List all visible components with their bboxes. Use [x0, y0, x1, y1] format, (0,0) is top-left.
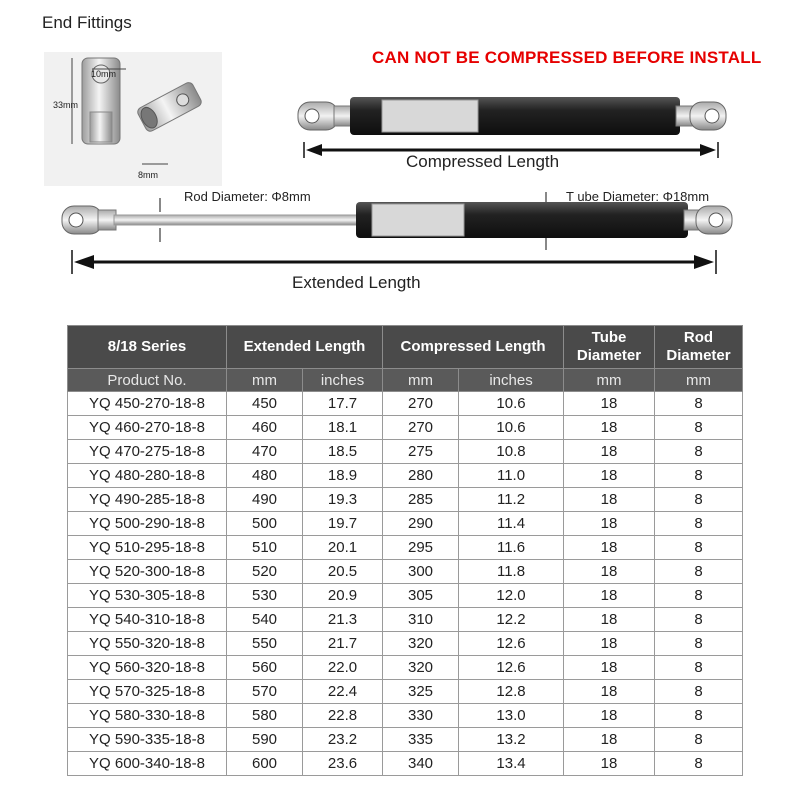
- spec-value-cell: 13.4: [459, 752, 564, 776]
- header-rod-diameter: Rod Diameter: [655, 326, 743, 369]
- spec-value-cell: 18: [564, 752, 655, 776]
- install-warning: CAN NOT BE COMPRESSED BEFORE INSTALL: [372, 48, 762, 67]
- table-header-row: [68, 326, 743, 369]
- spec-value-cell: 8: [655, 608, 743, 632]
- spec-value-cell: 12.6: [459, 656, 564, 680]
- spec-value-cell: 18: [564, 560, 655, 584]
- spec-value-cell: 8: [655, 752, 743, 776]
- spec-value-cell: 11.0: [459, 464, 564, 488]
- spec-value-cell: 450: [227, 392, 303, 416]
- spec-value-cell: 500: [227, 512, 303, 536]
- spec-value-cell: 10.6: [459, 416, 564, 440]
- product-number-cell: YQ 470-275-18-8: [68, 440, 227, 464]
- spec-value-cell: 325: [383, 680, 459, 704]
- spec-value-cell: 18: [564, 656, 655, 680]
- compressed-length-label: Compressed Length: [406, 152, 560, 171]
- spec-value-cell: 290: [383, 512, 459, 536]
- spec-value-cell: 305: [383, 584, 459, 608]
- spec-value-cell: 20.5: [303, 560, 383, 584]
- spec-value-cell: 11.6: [459, 536, 564, 560]
- spec-value-cell: 22.4: [303, 680, 383, 704]
- unit-header-cell: Product No.: [68, 369, 227, 392]
- spec-value-cell: 8: [655, 560, 743, 584]
- spec-value-cell: 13.0: [459, 704, 564, 728]
- spec-value-cell: 18: [564, 728, 655, 752]
- spec-value-cell: 18.5: [303, 440, 383, 464]
- spec-value-cell: 8: [655, 392, 743, 416]
- spec-value-cell: 11.4: [459, 512, 564, 536]
- spec-value-cell: 23.6: [303, 752, 383, 776]
- spec-value-cell: 18: [564, 392, 655, 416]
- product-number-cell: YQ 590-335-18-8: [68, 728, 227, 752]
- fitting-dim-eye: 10mm: [91, 69, 117, 79]
- spec-value-cell: 18: [564, 632, 655, 656]
- spec-value-cell: 8: [655, 464, 743, 488]
- table-row: [68, 416, 743, 440]
- unit-header-cell: mm: [383, 369, 459, 392]
- spec-value-cell: 18: [564, 584, 655, 608]
- spec-value-cell: 18: [564, 440, 655, 464]
- spec-value-cell: 320: [383, 656, 459, 680]
- product-number-cell: YQ 490-285-18-8: [68, 488, 227, 512]
- spec-value-cell: 8: [655, 632, 743, 656]
- spec-value-cell: 8: [655, 512, 743, 536]
- spec-table: [67, 325, 743, 776]
- spec-value-cell: 12.8: [459, 680, 564, 704]
- spec-value-cell: 17.7: [303, 392, 383, 416]
- spec-value-cell: 22.8: [303, 704, 383, 728]
- rod-diameter-label: Rod Diameter: Φ8mm: [184, 189, 311, 204]
- spec-value-cell: 18.9: [303, 464, 383, 488]
- spec-value-cell: 18: [564, 704, 655, 728]
- spec-value-cell: 270: [383, 416, 459, 440]
- spec-value-cell: 8: [655, 728, 743, 752]
- product-number-cell: YQ 530-305-18-8: [68, 584, 227, 608]
- header-compressed-length: Compressed Length: [383, 326, 564, 369]
- unit-header-cell: mm: [655, 369, 743, 392]
- product-number-cell: YQ 560-320-18-8: [68, 656, 227, 680]
- table-row: [68, 656, 743, 680]
- spec-value-cell: 8: [655, 656, 743, 680]
- unit-header-cell: mm: [227, 369, 303, 392]
- spec-value-cell: 18: [564, 680, 655, 704]
- spec-value-cell: 10.8: [459, 440, 564, 464]
- spec-value-cell: 11.8: [459, 560, 564, 584]
- spec-value-cell: 570: [227, 680, 303, 704]
- table-body: [68, 392, 743, 776]
- spec-value-cell: 19.3: [303, 488, 383, 512]
- spec-value-cell: 13.2: [459, 728, 564, 752]
- spec-value-cell: 12.2: [459, 608, 564, 632]
- spec-value-cell: 540: [227, 608, 303, 632]
- product-number-cell: YQ 570-325-18-8: [68, 680, 227, 704]
- product-number-cell: YQ 550-320-18-8: [68, 632, 227, 656]
- spec-value-cell: 330: [383, 704, 459, 728]
- table-row: [68, 392, 743, 416]
- product-number-cell: YQ 580-330-18-8: [68, 704, 227, 728]
- product-number-cell: YQ 510-295-18-8: [68, 536, 227, 560]
- product-number-cell: YQ 450-270-18-8: [68, 392, 227, 416]
- spec-value-cell: 18: [564, 536, 655, 560]
- spec-value-cell: 21.7: [303, 632, 383, 656]
- spec-value-cell: 275: [383, 440, 459, 464]
- spec-value-cell: 8: [655, 584, 743, 608]
- table-row: [68, 464, 743, 488]
- product-number-cell: YQ 460-270-18-8: [68, 416, 227, 440]
- product-number-cell: YQ 480-280-18-8: [68, 464, 227, 488]
- table-row: [68, 536, 743, 560]
- spec-value-cell: 10.6: [459, 392, 564, 416]
- spec-value-cell: 310: [383, 608, 459, 632]
- spec-value-cell: 8: [655, 488, 743, 512]
- spec-value-cell: 23.2: [303, 728, 383, 752]
- spec-value-cell: 8: [655, 536, 743, 560]
- end-fittings-image: [44, 52, 222, 186]
- spec-value-cell: 11.2: [459, 488, 564, 512]
- header-series: 8/18 Series: [68, 326, 227, 369]
- extended-length-label: Extended Length: [292, 273, 421, 292]
- fitting-dim-length: 33mm: [53, 100, 79, 110]
- table-row: [68, 608, 743, 632]
- product-number-cell: YQ 540-310-18-8: [68, 608, 227, 632]
- table-row: [68, 584, 743, 608]
- unit-header-cell: mm: [564, 369, 655, 392]
- unit-header-cell: inches: [459, 369, 564, 392]
- spec-value-cell: 280: [383, 464, 459, 488]
- table-row: [68, 680, 743, 704]
- product-number-cell: YQ 500-290-18-8: [68, 512, 227, 536]
- spec-value-cell: 18: [564, 464, 655, 488]
- end-fittings-title: End Fittings: [42, 13, 132, 32]
- end-fitting-illustration: [44, 52, 222, 186]
- spec-value-cell: 8: [655, 680, 743, 704]
- table-row: [68, 704, 743, 728]
- spec-value-cell: 20.9: [303, 584, 383, 608]
- spec-value-cell: 12.0: [459, 584, 564, 608]
- spec-value-cell: 8: [655, 704, 743, 728]
- table-units-row: [68, 369, 743, 392]
- product-number-cell: YQ 600-340-18-8: [68, 752, 227, 776]
- header-extended-length: Extended Length: [227, 326, 383, 369]
- table-row: [68, 512, 743, 536]
- table-row: [68, 560, 743, 584]
- spec-value-cell: 320: [383, 632, 459, 656]
- spec-value-cell: 8: [655, 416, 743, 440]
- product-number-cell: YQ 520-300-18-8: [68, 560, 227, 584]
- spec-value-cell: 18.1: [303, 416, 383, 440]
- spec-value-cell: 590: [227, 728, 303, 752]
- spec-value-cell: 18: [564, 608, 655, 632]
- spec-value-cell: 510: [227, 536, 303, 560]
- spec-value-cell: 480: [227, 464, 303, 488]
- spec-value-cell: 520: [227, 560, 303, 584]
- spec-value-cell: 460: [227, 416, 303, 440]
- spec-value-cell: 21.3: [303, 608, 383, 632]
- spec-value-cell: 295: [383, 536, 459, 560]
- spec-value-cell: 340: [383, 752, 459, 776]
- spec-value-cell: 19.7: [303, 512, 383, 536]
- table-row: [68, 728, 743, 752]
- fitting-dim-width: 8mm: [138, 170, 158, 180]
- spec-value-cell: 8: [655, 440, 743, 464]
- spec-value-cell: 600: [227, 752, 303, 776]
- spec-value-cell: 22.0: [303, 656, 383, 680]
- spec-value-cell: 580: [227, 704, 303, 728]
- spec-value-cell: 18: [564, 488, 655, 512]
- unit-header-cell: inches: [303, 369, 383, 392]
- spec-value-cell: 530: [227, 584, 303, 608]
- spec-value-cell: 560: [227, 656, 303, 680]
- spec-value-cell: 550: [227, 632, 303, 656]
- spec-value-cell: 12.6: [459, 632, 564, 656]
- spec-value-cell: 270: [383, 392, 459, 416]
- table-row: [68, 632, 743, 656]
- table-row: [68, 440, 743, 464]
- header-tube-diameter: Tube Diameter: [564, 326, 655, 369]
- spec-value-cell: 470: [227, 440, 303, 464]
- spec-value-cell: 18: [564, 512, 655, 536]
- spec-value-cell: 490: [227, 488, 303, 512]
- tube-diameter-label: T ube Diameter: Φ18mm: [566, 189, 710, 204]
- spec-value-cell: 20.1: [303, 536, 383, 560]
- spec-value-cell: 18: [564, 416, 655, 440]
- spec-value-cell: 335: [383, 728, 459, 752]
- spec-value-cell: 300: [383, 560, 459, 584]
- spec-value-cell: 285: [383, 488, 459, 512]
- table-row: [68, 752, 743, 776]
- table-row: [68, 488, 743, 512]
